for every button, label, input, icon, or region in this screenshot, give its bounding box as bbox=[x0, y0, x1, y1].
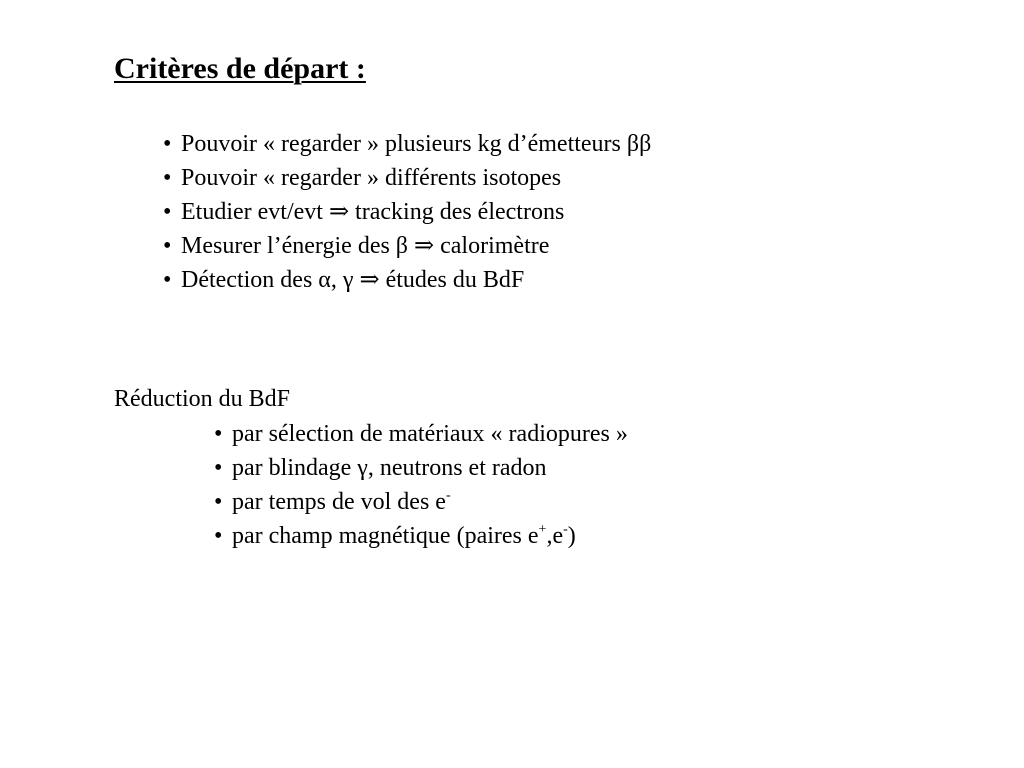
reduction-text: par blindage γ, neutrons et radon bbox=[232, 455, 547, 481]
electron-charge-sup: - bbox=[445, 488, 451, 503]
criteria-text: Pouvoir « regarder » différents isotopes bbox=[181, 165, 562, 191]
reduction-text: par sélection de matériaux « radiopures » bbox=[232, 421, 628, 447]
bullet: • bbox=[163, 131, 172, 157]
criteria-text: Etudier evt/evt ⇒ tracking des électrons bbox=[181, 199, 565, 225]
criteria-list bbox=[163, 127, 651, 297]
criteria-text: Détection des α, γ ⇒ études du BdF bbox=[181, 267, 525, 293]
bullet: • bbox=[163, 233, 172, 259]
list-item bbox=[163, 127, 651, 161]
list-item bbox=[214, 417, 628, 451]
bullet: • bbox=[163, 165, 172, 191]
bullet: • bbox=[163, 267, 172, 293]
reduction-text: par champ magnétique (paires e bbox=[232, 523, 539, 549]
electron-charge-sup: - bbox=[563, 522, 568, 537]
reduction-list bbox=[214, 417, 628, 553]
slide-title: Critères de départ : bbox=[114, 52, 366, 85]
reduction-text: par temps de vol des e bbox=[232, 489, 446, 515]
list-item bbox=[163, 263, 651, 297]
list-item bbox=[163, 195, 651, 229]
bullet: • bbox=[214, 455, 223, 481]
list-item bbox=[214, 451, 628, 485]
bullet: • bbox=[214, 523, 223, 549]
reduction-text-end: ) bbox=[567, 523, 576, 549]
list-item bbox=[163, 161, 651, 195]
list-item bbox=[214, 519, 628, 553]
list-item bbox=[163, 229, 651, 263]
reduction-heading: Réduction du BdF bbox=[114, 386, 291, 412]
criteria-text: Mesurer l’énergie des β ⇒ calorimètre bbox=[181, 233, 550, 259]
bullet: • bbox=[214, 489, 223, 515]
positron-charge-sup: + bbox=[538, 522, 547, 537]
bullet: • bbox=[163, 199, 172, 225]
reduction-text-mid: ,e bbox=[546, 523, 564, 549]
bullet: • bbox=[214, 421, 223, 447]
criteria-text: Pouvoir « regarder » plusieurs kg d’émetteurs ββ bbox=[181, 131, 652, 157]
list-item bbox=[214, 485, 628, 519]
